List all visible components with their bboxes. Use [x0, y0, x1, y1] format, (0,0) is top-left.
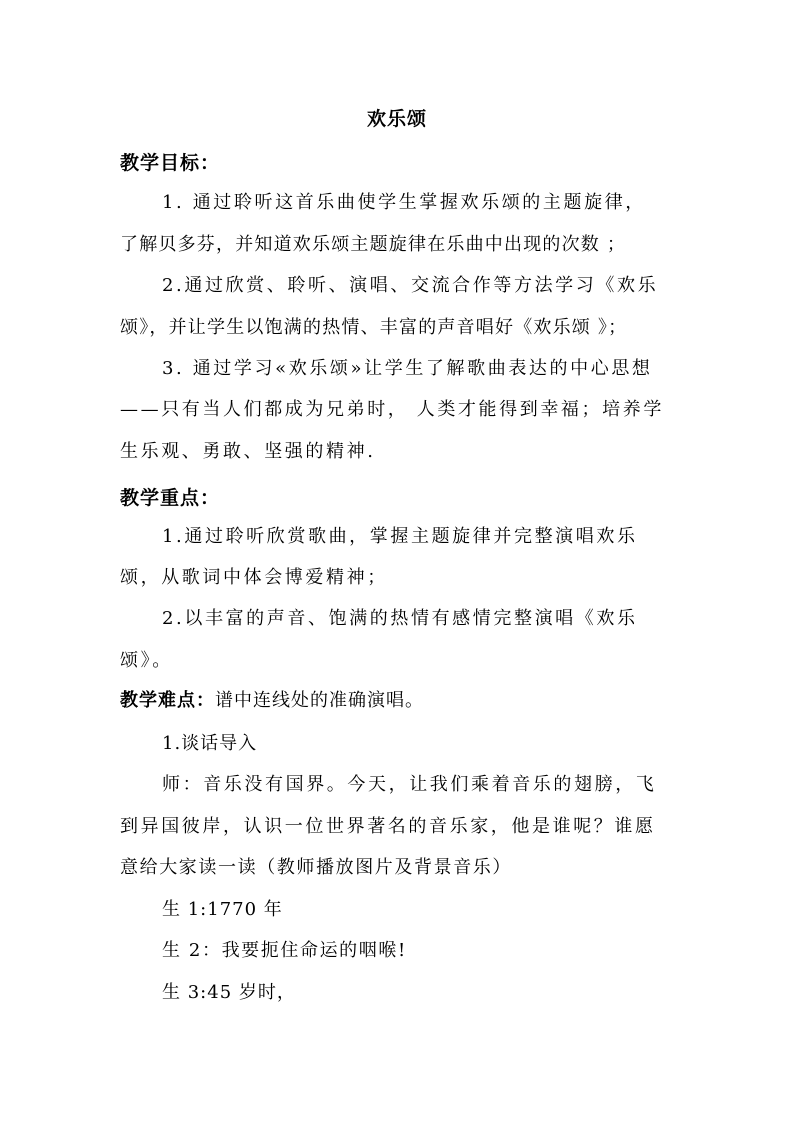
key-points-line-3: 2.以丰富的声音、饱满的热情有感情完整演唱《欢乐 — [162, 608, 638, 629]
process-line-3: 到异国彼岸，认识一位世界著名的音乐家，他是谁呢？谁愿 — [120, 816, 656, 837]
key-points-heading: 教学重点： — [120, 487, 221, 509]
objectives-line-3: 2.通过欣赏、聆听、演唱、交流合作等方法学习《欢乐 — [162, 275, 659, 296]
objectives-line-4: 颂》，并让学生以饱满的热情、丰富的声音唱好《欢乐颂 》； — [120, 317, 628, 338]
process-line-7: 生 3:45 岁时， — [162, 982, 296, 1003]
difficulties-heading: 教学难点： — [120, 690, 215, 711]
process-line-5: 生 1:1770 年 — [162, 899, 283, 920]
key-points-line-2: 颂，从歌词中体会博爱精神； — [120, 567, 388, 588]
process-line-4: 意给大家读一读（教师播放图片及背景音乐） — [120, 857, 512, 878]
process-line-2: 师：音乐没有国界。今天，让我们乘着音乐的翅膀，飞 — [162, 774, 657, 795]
objectives-line-6: ——只有当人们都成为兄弟时， 人类才能得到幸福；培养学 — [120, 399, 664, 420]
objectives-line-2: 了解贝多芬，并知道欢乐颂主题旋律在乐曲中出现的次数 ； — [120, 234, 627, 255]
objectives-line-5: 3. 通过学习«欢乐颂»让学生了解歌曲表达的中心思想 — [162, 358, 653, 379]
key-points-line-4: 颂》。 — [120, 650, 173, 671]
objectives-line-7: 生乐观、勇敢、坚强的精神. — [120, 441, 376, 462]
objectives-line-1: 1. 通过聆听这首乐曲使学生掌握欢乐颂的主题旋律， — [162, 192, 646, 213]
process-line-6: 生 2：我要扼住命运的咽喉! — [162, 940, 407, 961]
difficulties-row — [120, 689, 676, 713]
process-line-1: 1.谈话导入 — [162, 733, 258, 754]
document-title: 欢乐颂 — [366, 108, 427, 130]
key-points-line-1: 1.通过聆听欣赏歌曲，掌握主题旋律并完整演唱欢乐 — [162, 526, 638, 547]
difficulties-text: 谱中连线处的准确演唱。 — [215, 690, 424, 711]
objectives-heading: 教学目标： — [120, 152, 221, 174]
